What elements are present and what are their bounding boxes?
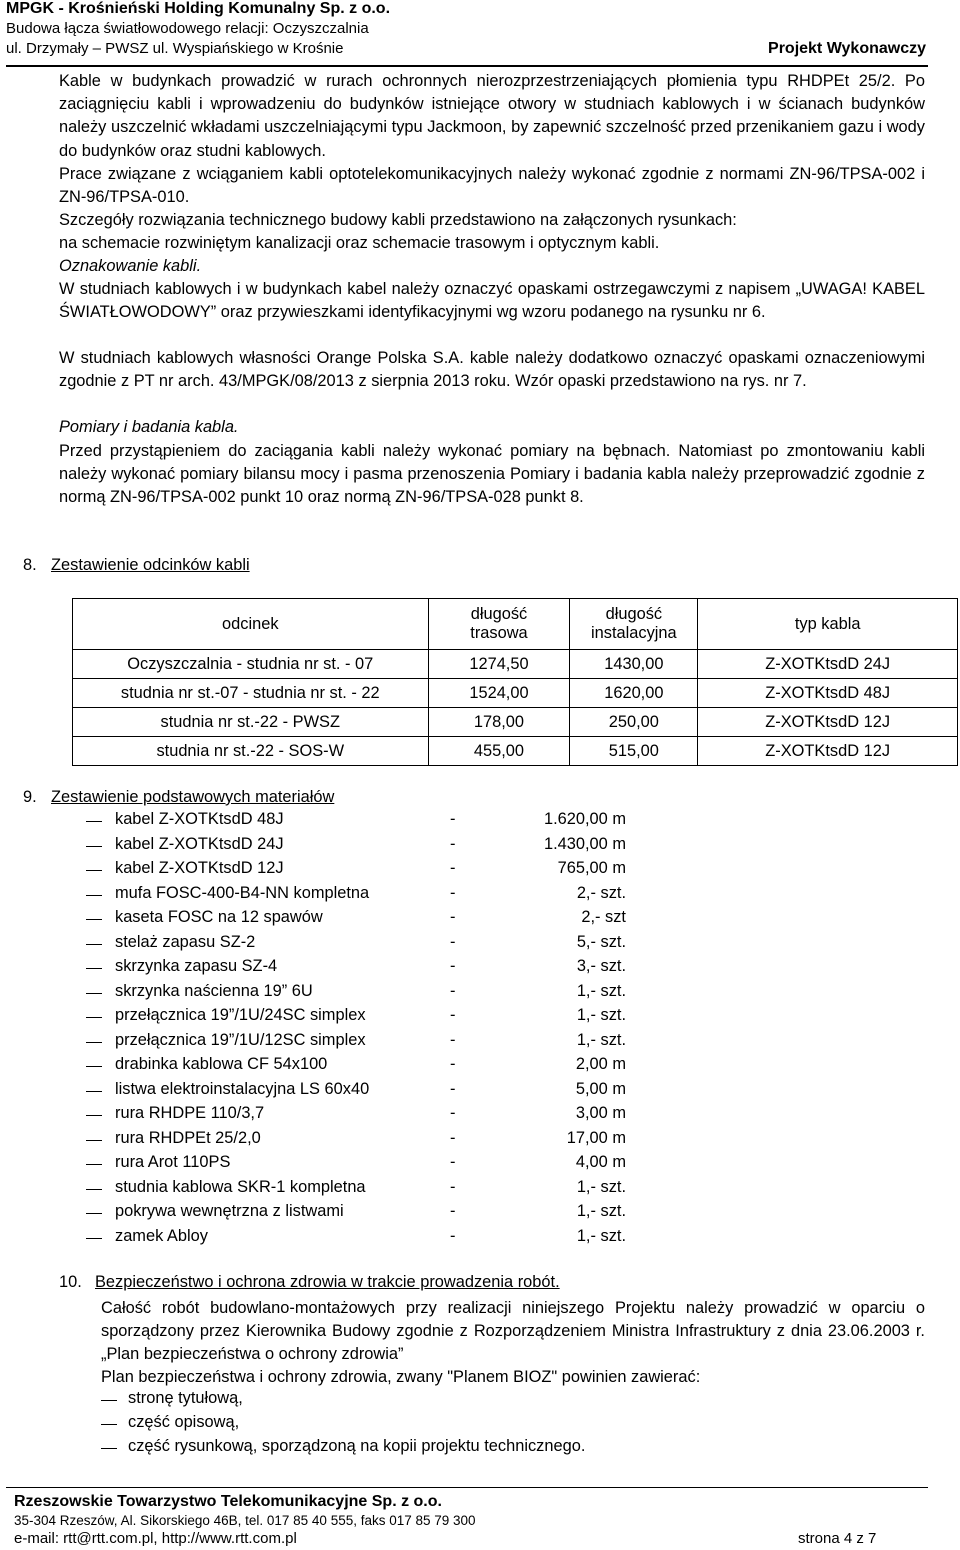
- material-name: mufa FOSC-400-B4-NN kompletna: [115, 883, 370, 902]
- material-quantity: 1,- szt.: [576, 1030, 626, 1049]
- cell-cable-type: Z-XOTKtsdD 24J: [698, 650, 958, 679]
- section-9-number: 9.: [23, 788, 37, 806]
- list-item: [86, 1080, 646, 1104]
- dash-bullet-icon: [86, 1017, 102, 1018]
- list-item: [86, 1055, 646, 1079]
- material-name: kabel Z-XOTKtsdD 12J: [115, 859, 284, 877]
- dash-bullet-icon: [86, 870, 102, 871]
- list-item: [86, 884, 646, 908]
- material-name: przełącznica 19”/1U/12SC simplex: [115, 1030, 366, 1049]
- table-header-row: [73, 599, 958, 650]
- material-separator: -: [450, 834, 456, 853]
- dash-bullet-icon: [86, 968, 102, 969]
- material-quantity: 1.430,00 m: [543, 834, 626, 853]
- dash-bullet-icon: [86, 944, 102, 945]
- dash-bullet-icon: [86, 993, 102, 994]
- list-item: [86, 908, 646, 932]
- material-quantity: 17,00 m: [566, 1128, 626, 1147]
- cell-cable-type: Z-XOTKtsdD 12J: [698, 708, 958, 737]
- cell-section: studnia nr st.-22 - SOS-W: [73, 737, 429, 766]
- cell-install-length: 1620,00: [570, 679, 698, 708]
- dash-bullet-icon: [86, 895, 102, 896]
- material-quantity: 1,- szt.: [576, 1006, 626, 1024]
- list-item: [86, 835, 646, 859]
- material-separator: -: [450, 1104, 456, 1122]
- material-separator: -: [450, 1226, 456, 1245]
- list-item: [86, 1006, 646, 1030]
- material-name: drabinka kablowa CF 54x100: [115, 1055, 328, 1073]
- material-separator: -: [450, 932, 456, 951]
- subheading-measurements: Pomiary i badania kabla.: [59, 418, 239, 436]
- material-name: skrzynka naścienna 19” 6U: [115, 981, 313, 1000]
- cell-route-length: 178,00: [428, 708, 570, 737]
- paragraph-orange-marking: W studniach kablowych własności Orange Polska S.A. kable należy dodatkowo oznaczyć opaskami oznaczeniowymi zgodnie z PT nr arch. 43/MPGK/08/2013 z sierpnia 2013 roku. Wzór opaski przedstawiono na rys. nr 7.: [59, 349, 925, 391]
- material-quantity: 1.620,00 m: [543, 810, 626, 828]
- material-quantity: 1,- szt.: [576, 1177, 626, 1196]
- dash-bullet-icon: [86, 1140, 102, 1141]
- column-header-cable-type: typ kabla: [698, 599, 958, 650]
- table-row: [73, 708, 958, 737]
- paragraph-measurements: Przed przystąpieniem do zaciągania kabli należy wykonać pomiary na bębnach. Natomiast po zmontowaniu kabli należy wykonać pomiary bilansu mocy i pasma przenoszenia Pomiary i badania kabla należy przeprowadzić zgodnie z normą ZN-96/TPSA-002 punkt 10 oraz normą ZN-96/TPSA-028 punkt 8.: [59, 442, 925, 507]
- bullet-text: stronę tytułową,: [128, 1389, 243, 1407]
- material-separator: -: [450, 1030, 456, 1049]
- material-name: kabel Z-XOTKtsdD 24J: [115, 834, 284, 853]
- dash-bullet-icon: [86, 1042, 102, 1043]
- section-10-number: 10.: [59, 1273, 82, 1291]
- header-divider: [6, 65, 928, 67]
- section-8-title: Zestawienie odcinków kabli: [51, 556, 250, 574]
- paragraph-bioz-plan: Całość robót budowlano-montażowych przy realizacji niniejszego Projektu należy prowadzić w oparciu o sporządzony przez Kierownika Budowy zgodnie z Rozporządzeniem Ministra Infrastruktury z dnia 23.06.2003 r. „Plan bezpieczeństwa o ochrony zdrowia”: [101, 1299, 925, 1364]
- cell-cable-type: Z-XOTKtsdD 12J: [698, 737, 958, 766]
- material-separator: -: [450, 981, 456, 1000]
- list-item: [86, 1104, 646, 1128]
- material-name: kabel Z-XOTKtsdD 48J: [115, 810, 284, 828]
- material-name: listwa elektroinstalacyjna LS 60x40: [115, 1079, 370, 1098]
- material-name: zamek Abloy: [115, 1226, 208, 1245]
- section-10-title: Bezpieczeństwo i ochrona zdrowia w trakcie prowadzenia robót.: [95, 1273, 560, 1291]
- material-separator: -: [450, 1177, 456, 1196]
- material-separator: -: [450, 859, 456, 877]
- cell-cable-type: Z-XOTKtsdD 48J: [698, 679, 958, 708]
- paragraph-cable-routing: Kable w budynkach prowadzić w rurach ochronnych nierozprzestrzeniających płomienia typu RHDPEt 25/2. Po zaciągnięciu kabli i wprowadzeniu do budynków istniejące otwory w studniach kablowych i w ścianach budynków należy uszczelnić wkładami uszczelniającymi typu Jackmoon, by zapewnić szczelność przed przenikaniem gazu i wody do budynków oraz studni kablowych.: [59, 72, 925, 160]
- section-8-number: 8.: [23, 556, 37, 574]
- cell-install-length: 515,00: [570, 737, 698, 766]
- footer-divider: [6, 1487, 928, 1488]
- footer-contact: e-mail: rtt@rtt.com.pl, http://www.rtt.com.pl: [14, 1530, 297, 1547]
- section-9-title: Zestawienie podstawowych materiałów: [51, 788, 335, 806]
- dash-bullet-icon: [86, 1164, 102, 1165]
- cable-sections-table: [72, 598, 958, 766]
- dash-bullet-icon: [86, 1066, 102, 1067]
- dash-bullet-icon: [86, 1091, 102, 1092]
- dash-bullet-icon: [86, 846, 102, 847]
- paragraph-details-line1: Szczegóły rozwiązania technicznego budowy kabli przedstawiono na załączonych rysunkach:: [59, 211, 737, 229]
- list-item: [86, 982, 646, 1006]
- cell-section: Oczyszczalnia - studnia nr st. - 07: [73, 650, 429, 679]
- material-separator: -: [450, 1153, 456, 1171]
- material-name: studnia kablowa SKR-1 kompletna: [115, 1177, 366, 1196]
- material-name: rura Arot 110PS: [115, 1153, 231, 1171]
- footer-address: 35-304 Rzeszów, Al. Sikorskiego 46B, tel. 017 85 40 555, faks 017 85 79 300: [14, 1513, 476, 1528]
- table-row: [73, 650, 958, 679]
- material-name: stelaż zapasu SZ-2: [115, 932, 256, 951]
- dash-bullet-icon: [86, 1238, 102, 1239]
- header-project-line: Budowa łącza światłowodowego relacji: Oczyszczalnia: [6, 20, 369, 37]
- bullet-text: część rysunkową, sporządzoną na kopii projektu technicznego.: [128, 1437, 586, 1455]
- header-route-line: ul. Drzymały – PWSZ ul. Wyspiańskiego w Krośnie: [6, 40, 344, 57]
- material-quantity: 1,- szt.: [576, 981, 626, 1000]
- material-quantity: 5,00 m: [575, 1079, 626, 1098]
- list-item: [86, 810, 646, 834]
- list-item: [86, 1031, 646, 1055]
- dash-bullet-icon: [101, 1400, 117, 1401]
- dash-bullet-icon: [86, 919, 102, 920]
- material-separator: -: [450, 1055, 456, 1073]
- footer-page-number: strona 4 z 7: [798, 1530, 877, 1547]
- column-header-section: odcinek: [73, 599, 429, 650]
- table-row: [73, 679, 958, 708]
- column-header-install-length: długość instalacyjna: [570, 599, 698, 650]
- material-name: pokrywa wewnętrzna z listwami: [115, 1202, 344, 1220]
- material-name: rura RHDPE 110/3,7: [115, 1104, 265, 1122]
- material-quantity: 1,- szt.: [576, 1226, 626, 1245]
- dash-bullet-icon: [86, 1189, 102, 1190]
- material-quantity: 3,- szt.: [576, 957, 626, 975]
- dash-bullet-icon: [86, 1115, 102, 1116]
- dash-bullet-icon: [101, 1424, 117, 1425]
- list-item: [86, 1178, 646, 1202]
- cell-route-length: 1274,50: [428, 650, 570, 679]
- material-quantity: 2,- szt.: [576, 883, 626, 902]
- material-quantity: 2,- szt: [581, 908, 626, 926]
- material-separator: -: [450, 908, 456, 926]
- material-quantity: 1,- szt.: [576, 1202, 626, 1220]
- cell-route-length: 1524,00: [428, 679, 570, 708]
- header-company: MPGK - Krośnieński Holding Komunalny Sp. z o.o.: [6, 0, 391, 17]
- paragraph-pulling-standards: Prace związane z wciąganiem kabli optotelekomunikacyjnych należy wykonać zgodnie z normami ZN-96/TPSA-002 i ZN-96/TPSA-010.: [59, 165, 925, 207]
- paragraph-marking-bands: W studniach kablowych i w budynkach kabel należy oznaczyć opaskami ostrzegawczymi z napisem „UWAGA! KABEL ŚWIATŁOWODOWY” oraz przywieszkami identyfikacyjnymi wg wzoru podanego na rysunku nr 6.: [59, 280, 925, 322]
- material-separator: -: [450, 957, 456, 975]
- bullet-text: część opisową,: [128, 1413, 240, 1431]
- subheading-cable-marking: Oznakowanie kabli.: [59, 257, 202, 275]
- list-item: [86, 957, 646, 981]
- material-name: kaseta FOSC na 12 spawów: [115, 908, 323, 926]
- list-item: [86, 1202, 646, 1226]
- column-header-route-length: długość trasowa: [428, 599, 570, 650]
- cell-install-length: 1430,00: [570, 650, 698, 679]
- footer-company: Rzeszowskie Towarzystwo Telekomunikacyjne Sp. z o.o.: [14, 1493, 442, 1510]
- material-separator: -: [450, 1006, 456, 1024]
- material-separator: -: [450, 1202, 456, 1220]
- list-item: [86, 1129, 646, 1153]
- cell-install-length: 250,00: [570, 708, 698, 737]
- table-row: [73, 737, 958, 766]
- dash-bullet-icon: [101, 1448, 117, 1449]
- material-name: przełącznica 19”/1U/24SC simplex: [115, 1006, 366, 1024]
- list-item: [86, 933, 646, 957]
- cell-section: studnia nr st.-07 - studnia nr st. - 22: [73, 679, 429, 708]
- cell-route-length: 455,00: [428, 737, 570, 766]
- material-name: rura RHDPEt 25/2,0: [115, 1128, 261, 1147]
- material-quantity: 2,00 m: [575, 1055, 626, 1073]
- material-separator: -: [450, 810, 456, 828]
- header-doc-type: Projekt Wykonawczy: [768, 40, 926, 57]
- material-separator: -: [450, 1079, 456, 1098]
- list-item: [86, 859, 646, 883]
- dash-bullet-icon: [86, 1213, 102, 1214]
- material-separator: -: [450, 1128, 456, 1147]
- material-quantity: 765,00 m: [557, 859, 626, 877]
- material-name: skrzynka zapasu SZ-4: [115, 957, 278, 975]
- material-quantity: 4,00 m: [575, 1153, 626, 1171]
- material-quantity: 3,00 m: [575, 1104, 626, 1122]
- material-quantity: 5,- szt.: [576, 932, 626, 951]
- paragraph-details-line2: na schemacie rozwiniętym kanalizacji oraz schemacie trasowym i optycznym kabli.: [59, 234, 660, 252]
- paragraph-bioz-contents: Plan bezpieczeństwa i ochrony zdrowia, zwany "Planem BIOZ" powinien zawierać:: [101, 1368, 701, 1386]
- material-separator: -: [450, 883, 456, 902]
- cell-section: studnia nr st.-22 - PWSZ: [73, 708, 429, 737]
- list-item: [86, 1227, 646, 1251]
- list-item: [86, 1153, 646, 1177]
- dash-bullet-icon: [86, 821, 102, 822]
